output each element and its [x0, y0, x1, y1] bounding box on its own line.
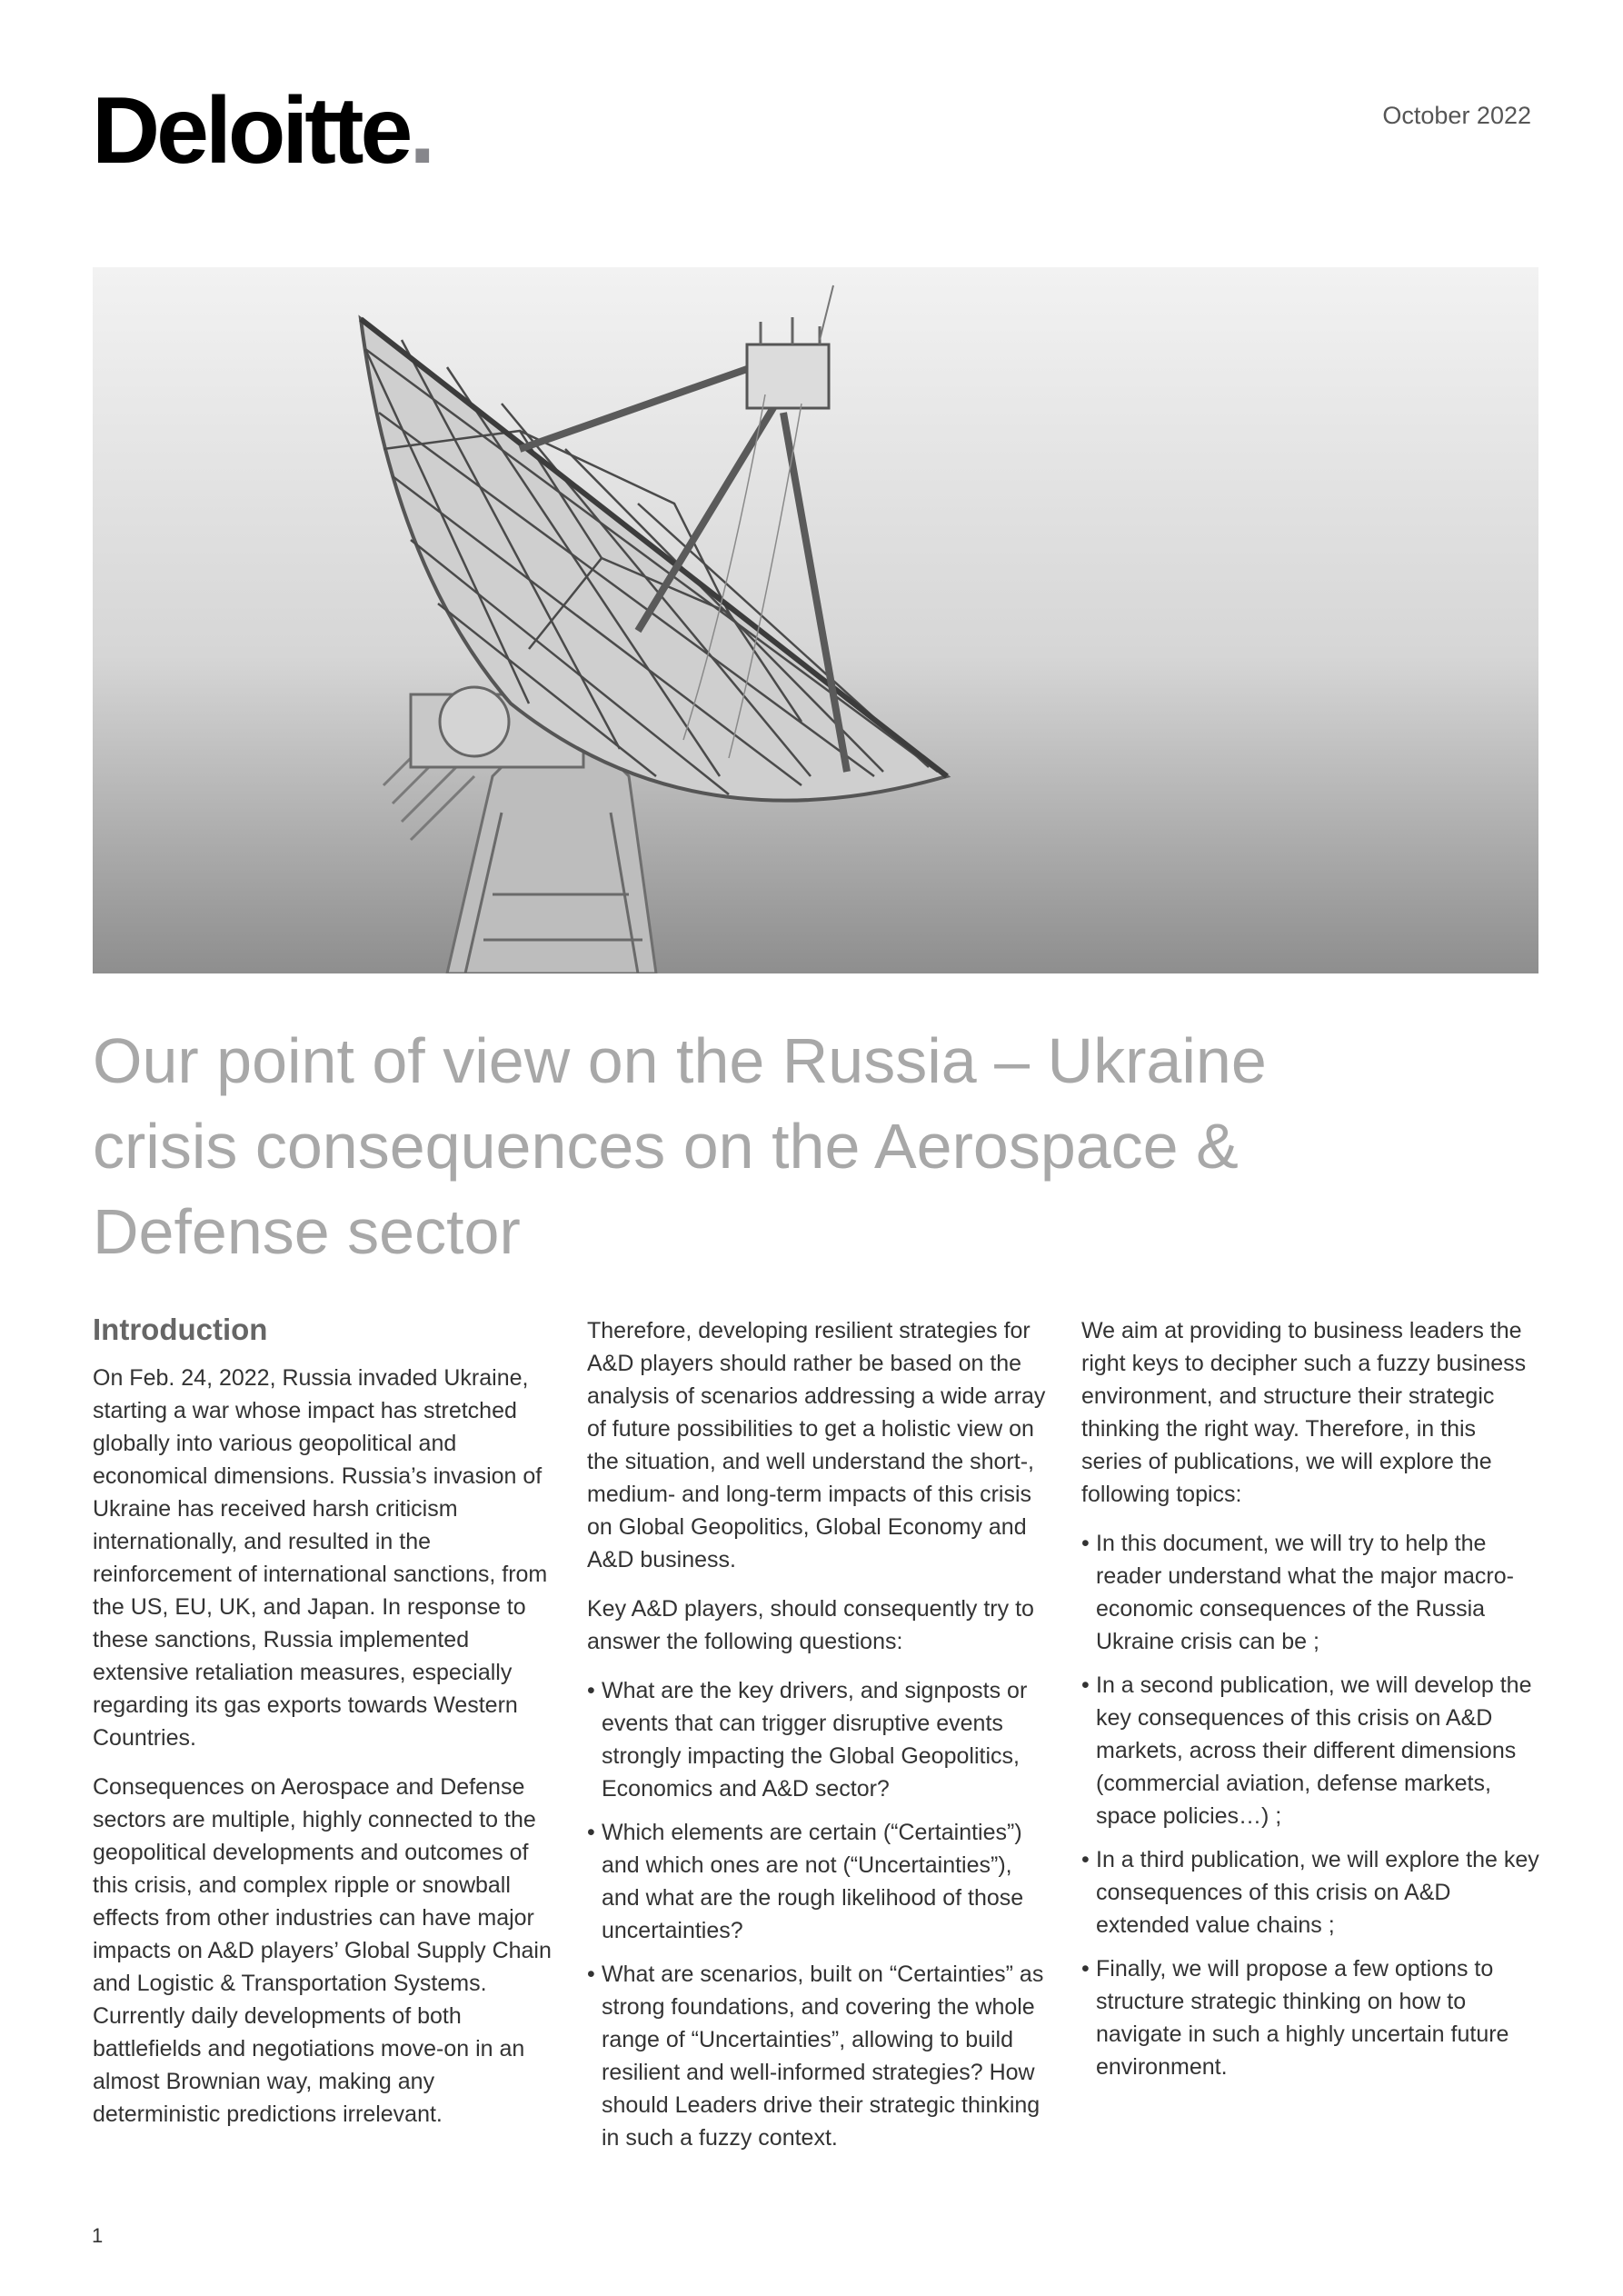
- list-item: • In this document, we will try to help the reader understand what the major macro-economic consequences of the Russia Ukraine crisis can be ;: [1081, 1527, 1541, 1658]
- hero-image: [93, 267, 1538, 973]
- list-item: • In a third publication, we will explore the key consequences of this crisis on A&D extended value chains ;: [1081, 1843, 1541, 1942]
- strategies-paragraph-2: Key A&D players, should consequently try to answer the following questions:: [587, 1596, 1034, 1654]
- list-item: • What are scenarios, built on “Certainties” as strong foundations, and covering the whole range of “Uncertainties”, allowing to build resilient and well-informed strategies? How should Leaders drive their strategic thinking in such a fuzzy context.: [587, 1958, 1047, 2154]
- page-title: Our point of view on the Russia – Ukraine crisis consequences on the Aerospace & Defense sector: [93, 1025, 1267, 1267]
- column-introduction: [93, 1309, 553, 2147]
- strategies-paragraph-1: Therefore, developing resilient strategies for A&D players should rather be based on the analysis of scenarios addressing a wide array of future possibilities to get a holistic view on the situation, and well understand the short-, medium- and long-term impacts of this crisis on Global Geopolitics, Global Economy and A&D business.: [587, 1318, 1046, 1572]
- topics-list: [1081, 1527, 1541, 2083]
- column-strategies: [587, 1309, 1047, 2165]
- topics-paragraph-1: We aim at providing to business leaders the right keys to decipher such a fuzzy business environment, and structure their strategic thinking the right way. Therefore, in this series of publications, we will explore the following topics:: [1081, 1318, 1527, 1507]
- deloitte-logo: [92, 78, 433, 184]
- page-number: 1: [92, 2224, 104, 2247]
- logo-text: Deloitte: [92, 78, 410, 184]
- column-topics: [1081, 1309, 1541, 2094]
- intro-paragraph-1: On Feb. 24, 2022, Russia invaded Ukraine, starting a war whose impact has stretched globally into various geopolitical and economical dimensions. Russia’s invasion of Ukraine has received harsh criticism internationally, and resulted in the reinforcement of international sanctions, from the US, EU, UK, and Japan. In response to these sanctions, Russia implemented extensive retaliation measures, especially regarding its gas exports towards Western Countries.: [93, 1365, 548, 1751]
- list-item: • Which elements are certain (“Certainties”) and which ones are not (“Uncertainties”), and what are the rough likelihood of those uncertainties?: [587, 1816, 1047, 1947]
- logo-dot: .: [409, 78, 433, 184]
- intro-paragraph-2: Consequences on Aerospace and Defense sectors are multiple, highly connected to the geopolitical developments and outcomes of this crisis, and complex ripple or snowball effects from other industries can have major impacts on A&D players’ Global Supply Chain and Logistic & Transportation Systems. Currently daily developments of both battlefields and negotiations move-on in an almost Brownian way, making any deterministic predictions irrelevant.: [93, 1774, 552, 2127]
- publication-date: October 2022: [1382, 102, 1531, 129]
- list-item: • What are the key drivers, and signposts or events that can trigger disruptive events strongly impacting the Global Geopolitics, Economics and A&D sector?: [587, 1674, 1047, 1805]
- list-item: • Finally, we will propose a few options to structure strategic thinking on how to navigate in such a highly uncertain future environment.: [1081, 1952, 1541, 2083]
- list-item: • In a second publication, we will develop the key consequences of this crisis on A&D markets, across their different dimensions (commercial aviation, defense markets, space policies…) ;: [1081, 1669, 1541, 1832]
- satellite-dish-photo-icon: [93, 267, 1538, 973]
- section-heading-introduction: Introduction: [93, 1313, 268, 1346]
- questions-list: [587, 1674, 1047, 2154]
